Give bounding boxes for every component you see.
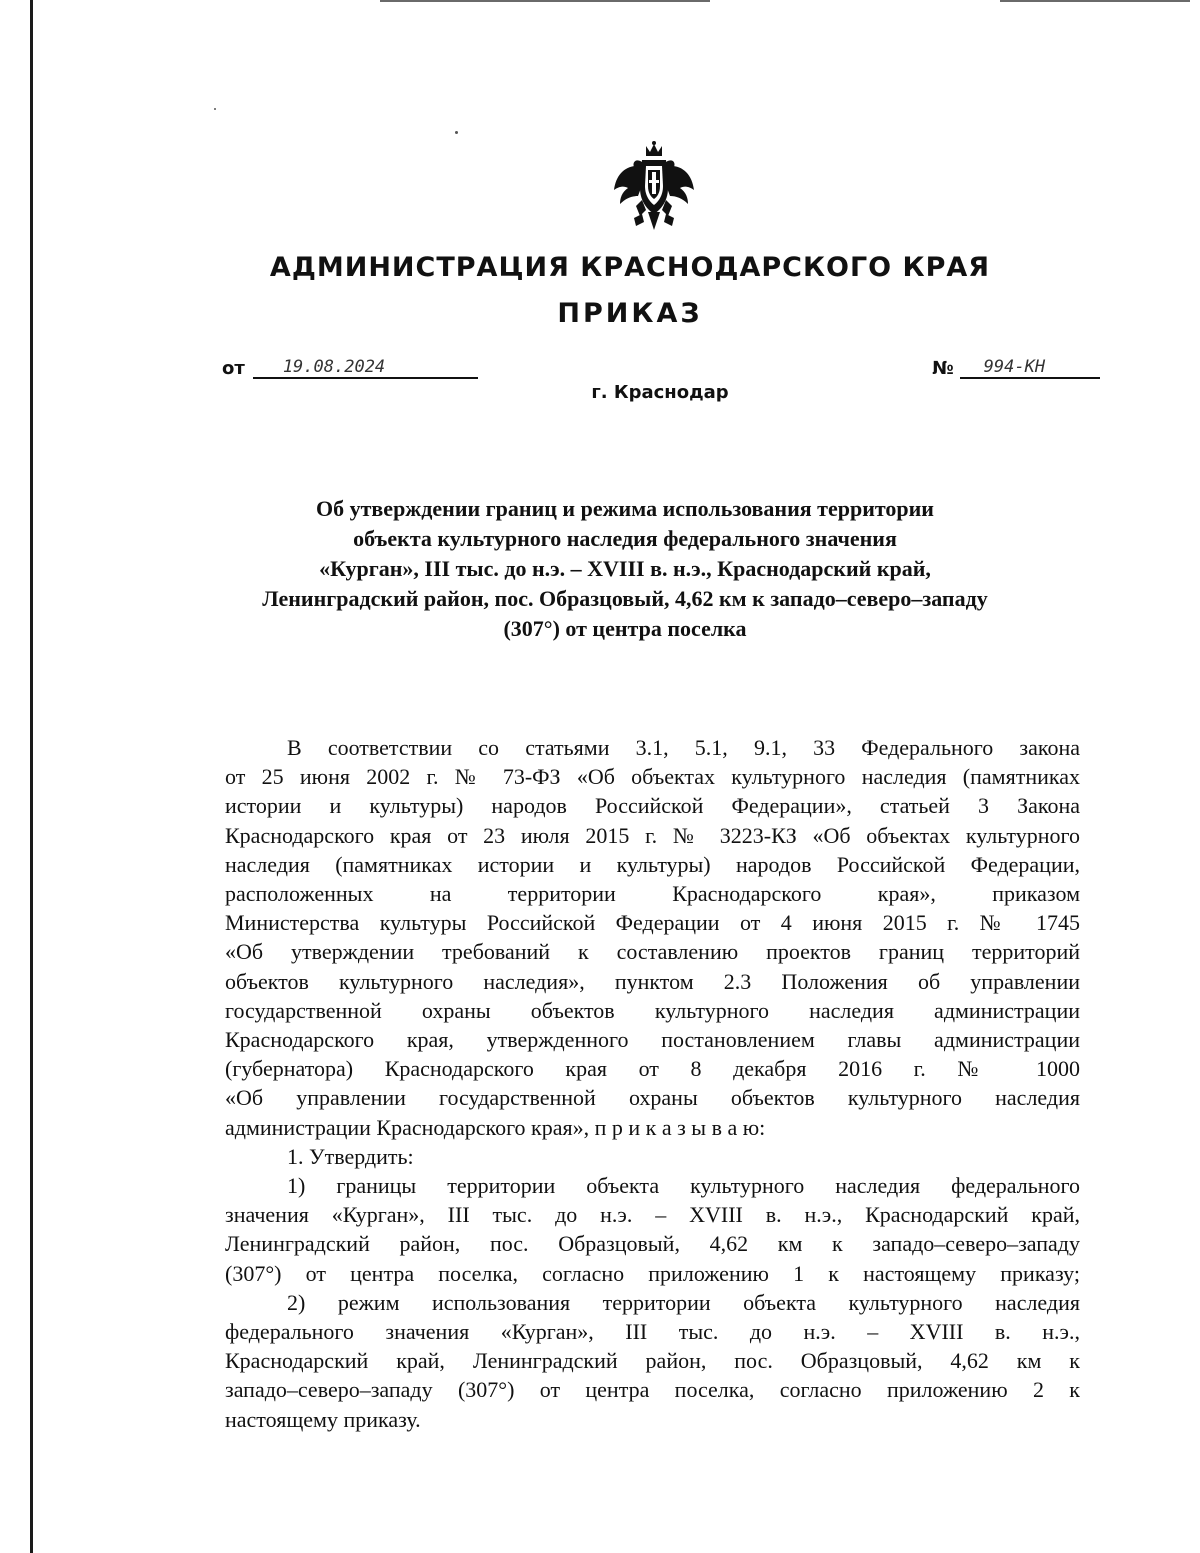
- body-line: наследия (памятниках истории и культуры) народов Российской Федерации,: [225, 851, 1080, 877]
- scan-speck: [455, 131, 458, 134]
- body-line: администрации Краснодарского края», п р и к а з ы в а ю:: [225, 1114, 766, 1140]
- scan-top-mark-2: [1000, 0, 1190, 2]
- body-line: Министерства культуры Российской Федерации от 4 июня 2015 г. № 1745: [225, 910, 1080, 936]
- body-line: «Об управлении государственной охраны объектов культурного наследия: [225, 1085, 1080, 1111]
- date-field: [222, 357, 478, 379]
- body-line: западо–северо–западу (307°) от центра поселка, согласно приложению 2 к: [225, 1377, 1080, 1403]
- body-line: (307°) от центра поселка, согласно приложению 1 к настоящему приказу;: [225, 1260, 1080, 1286]
- scan-speck: [214, 108, 216, 110]
- body-line: «Об утверждении требований к составлению проектов границ территорий: [225, 939, 1080, 965]
- document-subject: [200, 494, 1050, 644]
- document-body: [225, 733, 1080, 1434]
- body-line: настоящему приказу.: [225, 1406, 421, 1432]
- number-value: 994-КН: [960, 357, 1100, 379]
- subject-line: «Курган», III тыс. до н.э. – XVIII в. н.э., Краснодарский край,: [319, 556, 931, 581]
- body-line: объектов культурного наследия», пунктом 2.3 Положения об управлении: [225, 968, 1080, 994]
- body-line: 1) границы территории объекта культурного наследия федерального: [287, 1173, 1080, 1199]
- organization-title: АДМИНИСТРАЦИЯ КРАСНОДАРСКОГО КРАЯ: [269, 252, 991, 283]
- subject-line: Об утверждении границ и режима использования территории: [316, 496, 934, 521]
- body-line: от 25 июня 2002 г. № 73-ФЗ «Об объектах культурного наследия (памятниках: [225, 764, 1080, 790]
- body-line: (губернатора) Краснодарского края от 8 декабря 2016 г. № 1000: [225, 1056, 1080, 1082]
- body-line: Ленинградский район, пос. Образцовый, 4,62 км к западо–северо–западу: [225, 1231, 1080, 1257]
- body-line: федерального значения «Курган», III тыс. до н.э. – XVIII в. н.э.,: [225, 1319, 1080, 1345]
- city-label: г. Краснодар: [591, 382, 729, 403]
- document-type-title: ПРИКАЗ: [557, 298, 703, 329]
- body-line: Краснодарского края от 23 июля 2015 г. № 3223-КЗ «Об объектах культурного: [225, 822, 1080, 848]
- body-line: Краснодарский край, Ленинградский район, пос. Образцовый, 4,62 км к: [225, 1348, 1080, 1374]
- scan-top-mark: [380, 0, 710, 2]
- number-field: [932, 357, 1100, 379]
- date-label: от: [222, 358, 245, 379]
- body-line: истории и культуры) народов Российской Федерации», статьей 3 Закона: [225, 793, 1080, 819]
- number-label: №: [932, 358, 954, 379]
- subject-line: (307°) от центра поселка: [503, 616, 747, 641]
- body-line: расположенных на территории Краснодарского края», приказом: [225, 881, 1080, 907]
- body-line: 1. Утвердить:: [287, 1143, 414, 1169]
- body-line: Краснодарского края, утвержденного постановлением главы администрации: [225, 1027, 1080, 1053]
- body-line: государственной охраны объектов культурного наследия администрации: [225, 997, 1080, 1023]
- body-line: В соответствии со статьями 3.1, 5.1, 9.1, 33 Федерального закона: [287, 735, 1080, 760]
- scan-edge-line: [30, 0, 33, 1553]
- coat-of-arms-icon: [612, 140, 696, 232]
- subject-line: объекта культурного наследия федерального значения: [353, 526, 897, 551]
- body-line: значения «Курган», III тыс. до н.э. – XVIII в. н.э., Краснодарский край,: [225, 1202, 1080, 1228]
- subject-line: Ленинградский район, пос. Образцовый, 4,62 км к западо–северо–западу: [262, 586, 988, 611]
- date-value: 19.08.2024: [253, 357, 478, 379]
- body-line: 2) режим использования территории объекта культурного наследия: [287, 1289, 1080, 1315]
